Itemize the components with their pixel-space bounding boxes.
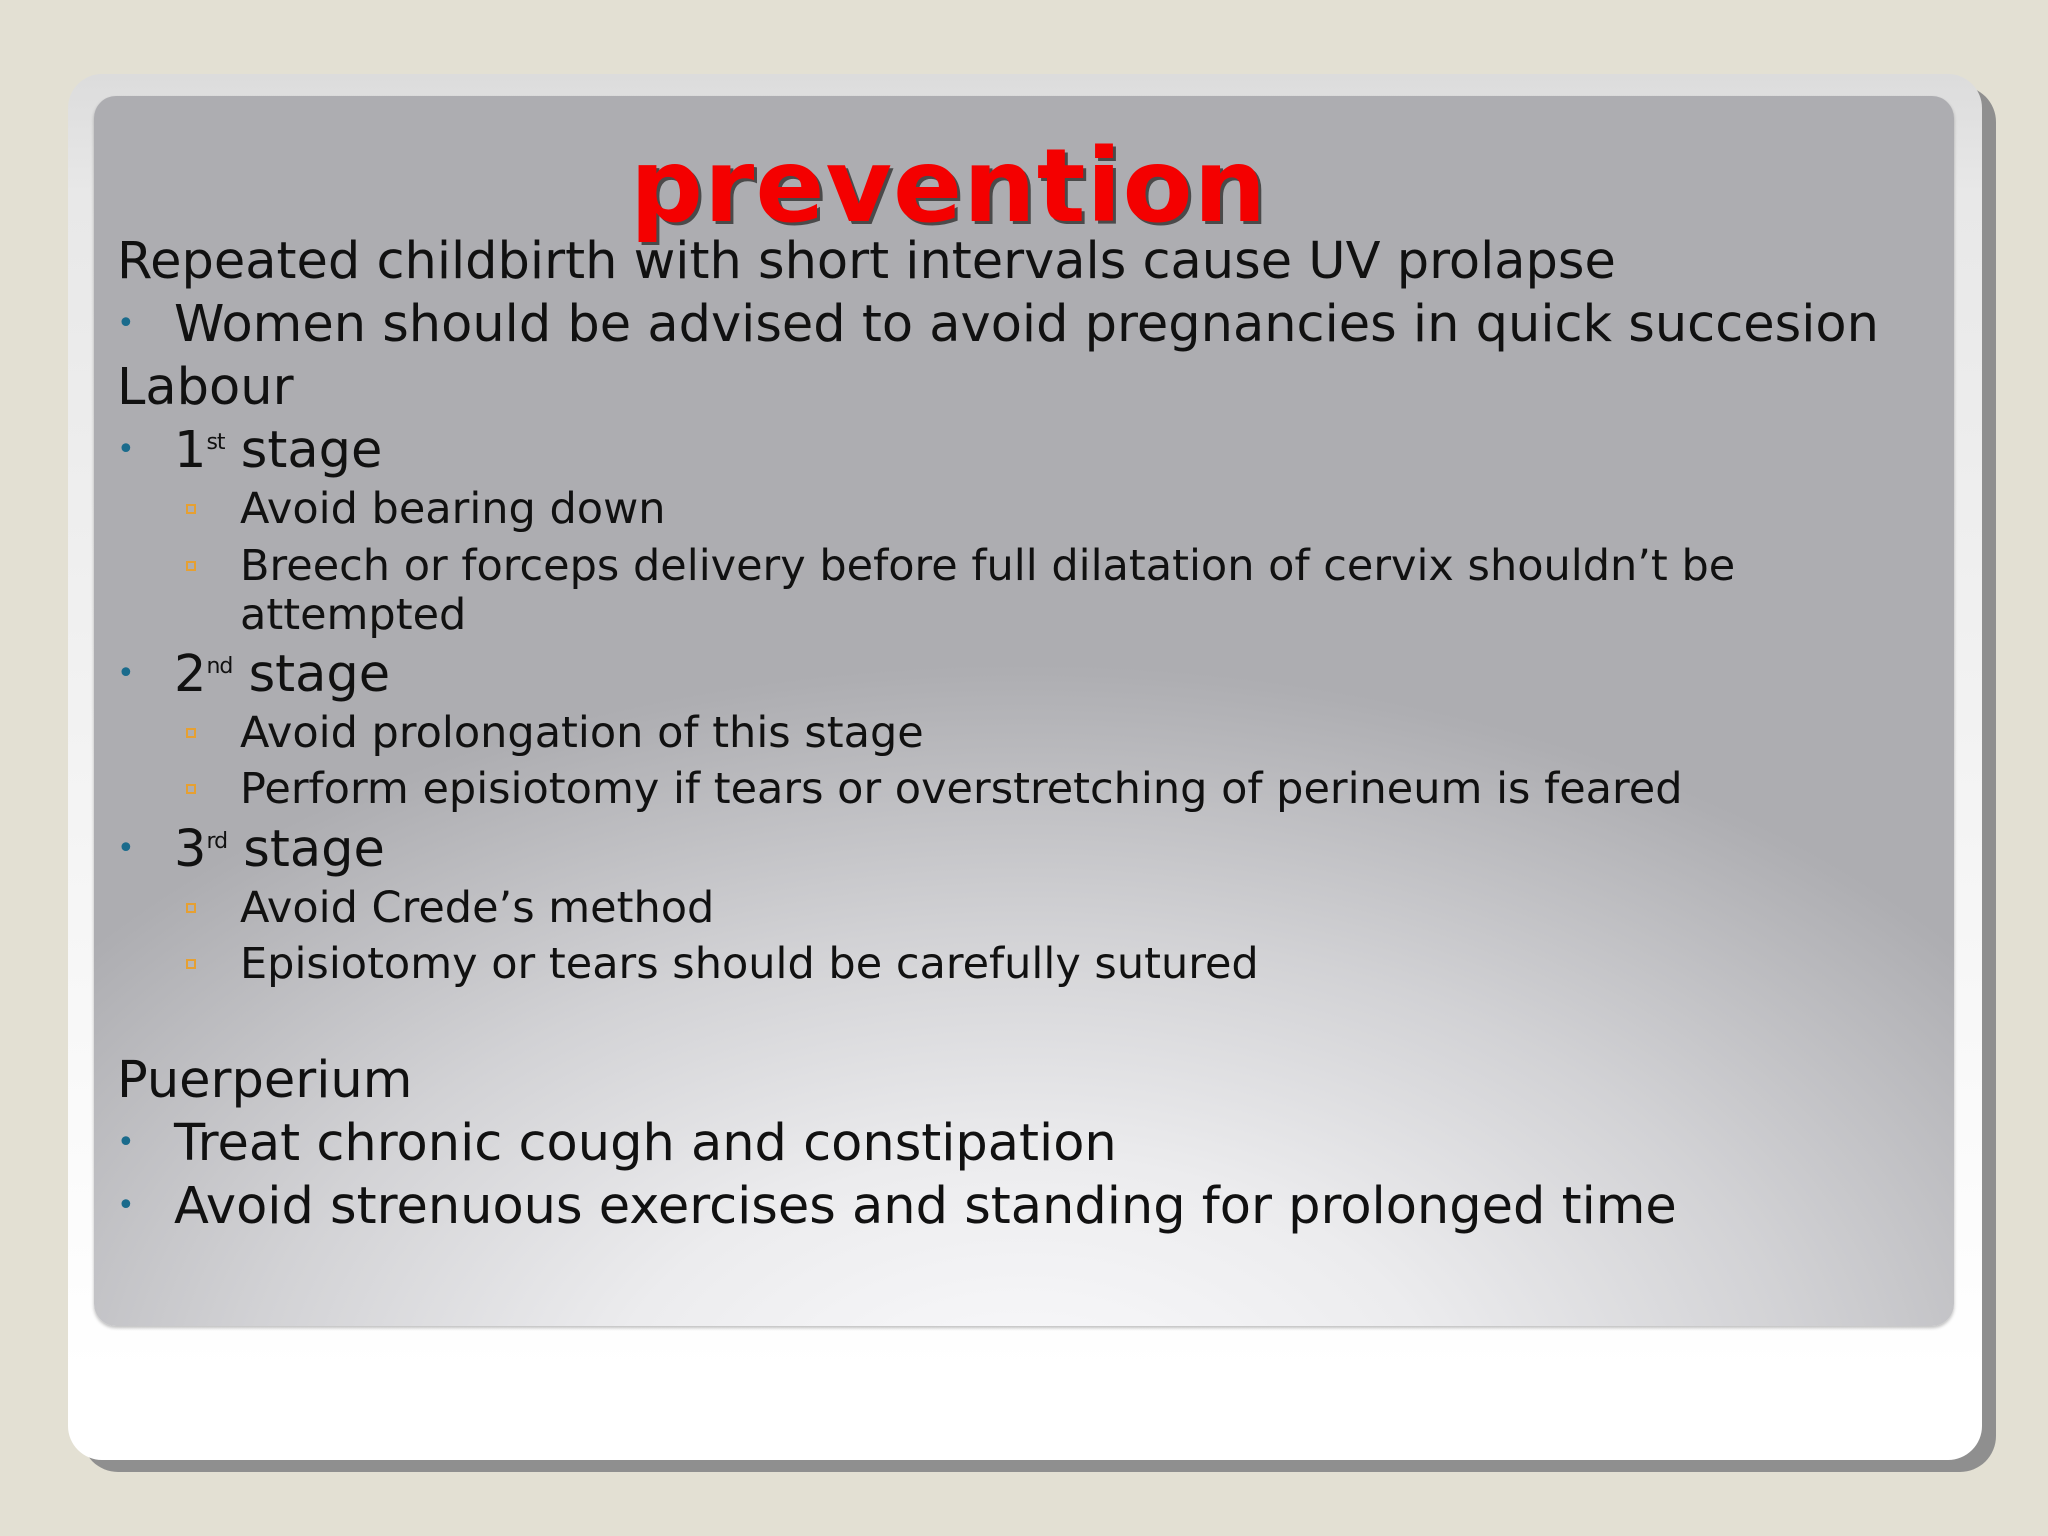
bullet-dot-icon: • bbox=[117, 306, 135, 341]
ordinal-suffix: rd bbox=[206, 829, 228, 854]
puerperium-item: Treat chronic cough and constipation bbox=[174, 1114, 1117, 1173]
stage-1-item: Avoid bearing down bbox=[240, 484, 666, 534]
stage-number: 3 bbox=[174, 820, 207, 879]
intro-text: Repeated childbirth with short intervals cause UV prolapse bbox=[117, 232, 1616, 291]
stage-3-heading bbox=[174, 820, 385, 879]
ordinal-suffix: st bbox=[206, 430, 225, 455]
puerperium-heading: Puerperium bbox=[117, 1051, 413, 1110]
square-bullet-icon bbox=[186, 903, 196, 913]
square-bullet-icon bbox=[186, 959, 196, 969]
square-bullet-icon bbox=[186, 784, 196, 794]
stage-2-item: Avoid prolongation of this stage bbox=[240, 708, 924, 758]
puerperium-item: Avoid strenuous exercises and standing for prolonged time bbox=[174, 1177, 1677, 1236]
stage-1-item: Breech or forceps delivery before full dilatation of cervix shouldn’t be bbox=[240, 541, 1736, 591]
bullet-dot-icon: • bbox=[117, 831, 135, 866]
stage-label: stage bbox=[243, 820, 385, 879]
stage-number: 1 bbox=[174, 421, 207, 480]
slide-title: prevention bbox=[630, 127, 1268, 246]
stage-2-item: Perform episiotomy if tears or overstretching of perineum is feared bbox=[240, 764, 1683, 814]
stage-label: stage bbox=[248, 645, 391, 704]
stage-2-heading bbox=[174, 645, 391, 704]
stage-label: stage bbox=[240, 421, 383, 480]
square-bullet-icon bbox=[186, 561, 196, 571]
stage-1-item-continued: attempted bbox=[240, 590, 467, 640]
stage-3-item: Avoid Crede’s method bbox=[240, 883, 715, 933]
bullet-dot-icon: • bbox=[117, 1188, 135, 1223]
bullet-dot-icon: • bbox=[117, 432, 135, 467]
stage-1-heading bbox=[174, 421, 383, 480]
labour-heading: Labour bbox=[117, 358, 294, 417]
stage-3-item: Episiotomy or tears should be carefully sutured bbox=[240, 939, 1259, 989]
intro-bullet-text: Women should be advised to avoid pregnancies in quick succesion bbox=[174, 295, 1879, 354]
square-bullet-icon bbox=[186, 504, 196, 514]
stage-number: 2 bbox=[174, 645, 207, 704]
ordinal-suffix: nd bbox=[206, 654, 233, 679]
bullet-dot-icon: • bbox=[117, 1125, 135, 1160]
bullet-dot-icon: • bbox=[117, 656, 135, 691]
square-bullet-icon bbox=[186, 728, 196, 738]
